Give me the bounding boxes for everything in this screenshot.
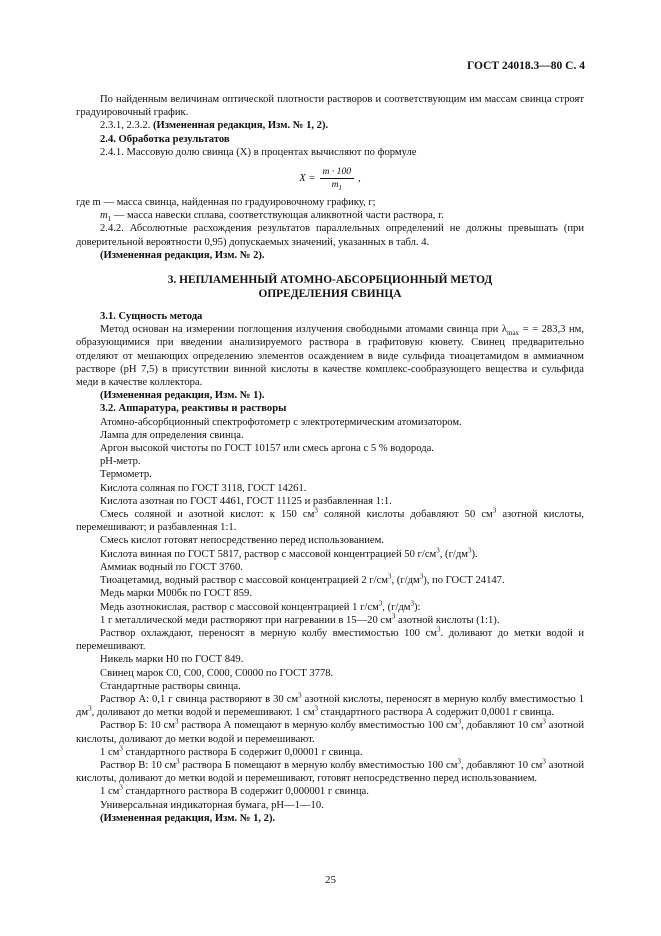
list-item: Термометр. xyxy=(100,469,152,481)
solution-b-content: 1 $см^3$ стандартного раствора Б содержит 0,00001 г свинца. xyxy=(100,744,363,758)
amendment-note-3-1: (Измененная редакция, Изм. № 1). xyxy=(100,390,265,402)
copper: Медь марки М00бк по ГОСТ 859. xyxy=(100,588,252,600)
heading-3-2: 3.2. Аппаратура, реактивы и растворы xyxy=(100,403,287,415)
list-item: pH-метр. xyxy=(100,456,141,468)
tartaric-acid: Кислота винная по ГОСТ 5817, раствор с массовой концентрацией 50 $г/см^3$, $(г/дм^3)$. xyxy=(100,546,478,560)
copper-dissolution: 1 г металлической меди растворяют при нагревании в 15—20 $см^3$ азотной кислоты (1:1). xyxy=(100,612,500,626)
amendment-note-3-2: (Измененная редакция, Изм. № 1, 2). xyxy=(100,812,276,824)
amendment-note-231: 2.3.1, 2.3.2. (Измененная редакция, Изм. № 1, 2). xyxy=(100,120,329,132)
list-item: Лампа для определения свинца. xyxy=(100,429,244,441)
indicator-paper: Универсальная индикаторная бумага, pH—1—10. xyxy=(100,799,324,811)
definition-m: где m — масса свинца, найденная по градуировочному графику, г; xyxy=(76,197,376,209)
lead-grades: Свинец марок С0, С00, С000, С0000 по ГОСТ 3778. xyxy=(100,667,334,679)
list-item: Атомно-абсорбционный спектрофотометр с электротермическим атомизатором. xyxy=(100,416,462,428)
paragraph-2-4-1: 2.4.1. Массовую долю свинца (X) в процентах вычисляют по формуле xyxy=(100,146,417,158)
section-3-title: 3. НЕПЛАМЕННЫЙ АТОМНО-АБСОРБЦИОННЫЙ МЕТОД ОПРЕДЕЛЕНИЯ СВИНЦА xyxy=(167,274,493,301)
paragraph-calibration-graph: По найденным величинам оптической плотности растворов и соответствующим им массам свинца строят градуировочный график. xyxy=(76,94,584,119)
list-item: Кислота азотная по ГОСТ 4461, ГОСТ 11125 и разбавленная 1:1. xyxy=(100,495,392,507)
list-item: Кислота соляная по ГОСТ 3118, ГОСТ 14261. xyxy=(100,482,307,494)
standard-solutions: Стандартные растворы свинца. xyxy=(100,680,241,692)
definition-m1: $m_1$ — масса навески сплава, соответствующая аликвотной части раствора, г. xyxy=(100,210,444,224)
formula-lead-fraction xyxy=(76,166,584,191)
formula-tail: , xyxy=(358,172,361,184)
nickel: Никель марки Н0 по ГОСТ 849. xyxy=(100,654,244,666)
formula-denominator: $m_1$ xyxy=(331,179,343,192)
paragraph-2-4-2: 2.4.2. Абсолютные расхождения результатов параллельных определений не должны превышать (при доверительной вероятности 0,95) допускаемых значений, указанных в табл. 4. xyxy=(76,223,584,248)
paragraph-3-1: Метод основан на измерении поглощения излучения свободными атомами свинца при $\lambda_{max}$ = = 283,3 нм, образующимися при введении анализируемого раствора в графитовую кювету. Свинец предварительно отделяют от мешающих определению элементов осаждением в виде сульфида тиоацетамидом в аммиачном растворе (pH 7,5) в присутствии винной кислоты в качестве комплекс-сообразующего вещества и сульфида меди в качестве коллектора. xyxy=(76,324,584,389)
solution-v-content: 1 $см^3$ стандартного раствора В содержит 0,000001 г свинца. xyxy=(100,783,369,798)
solution-v: Раствор В: 10 $см^3$ раствора Б помещают в мерную колбу вместимостью 100 $см^3$, добавляют 10 $см^3$ азотной кислоты, доливают до метки водой и перемешивают, готовят непосредственно перед использованием. xyxy=(76,757,584,785)
ammonia: Аммиак водный по ГОСТ 3760. xyxy=(100,561,243,573)
acid-mixture-prep: Смесь кислот готовят непосредственно перед использованием. xyxy=(100,535,384,547)
amendment-note-242: (Измененная редакция, Изм. № 2). xyxy=(100,249,265,261)
document-body xyxy=(76,93,584,825)
page-number: 25 xyxy=(325,874,336,886)
formula-fraction xyxy=(320,166,355,191)
solution-a: Раствор А: 0,1 г свинца растворяют в 30 $см^3$ азотной кислоты, переносят в мерную колбу вместимостью 1 $дм^3$, доливают до метки водой и перемешивают. 1 $см^3$ стандартного раствора А содержит 0,0001 г свинца. xyxy=(76,691,584,719)
acid-mixture: Смесь соляной и азотной кислот: к 150 $см^3$ соляной кислоты добавляют 50 $см^3$ азотной кислоты, перемешивают; и разбавленная 1:1. xyxy=(76,506,585,534)
page-header: ГОСТ 24018.3—80 С. 4 xyxy=(466,60,585,72)
formula-numerator: m · 100 xyxy=(320,166,355,179)
heading-2-4: 2.4. Обработка результатов xyxy=(100,133,230,145)
solution-cooling: Раствор охлаждают, переносят в мерную колбу вместимостью 100 $см^3$. доливают до метки водой и перемешивают. xyxy=(76,625,584,653)
thioacetamide: Тиоацетамид, водный раствор с массовой концентрацией 2 $г/см^3$, $(г/дм^3)$, по ГОСТ 24147. xyxy=(100,572,505,587)
list-item: Аргон высокой чистоты по ГОСТ 10157 или смесь аргона с 5 % водорода. xyxy=(100,443,434,455)
solution-b: Раствор Б: 10 $см^3$ раствора А помещают в мерную колбу вместимостью 100 $см^3$, добавляют 10 $см^3$ азотной кислоты, доливают до метки водой и перемешивают. xyxy=(76,717,584,745)
formula-lhs: X = xyxy=(299,172,316,184)
copper-nitrate: Медь азотнокислая, раствор с массовой концентрацией 1 $г/см^3$, $(г/дм^3)$: xyxy=(100,598,421,613)
heading-3-1: 3.1. Сущность метода xyxy=(100,311,203,323)
